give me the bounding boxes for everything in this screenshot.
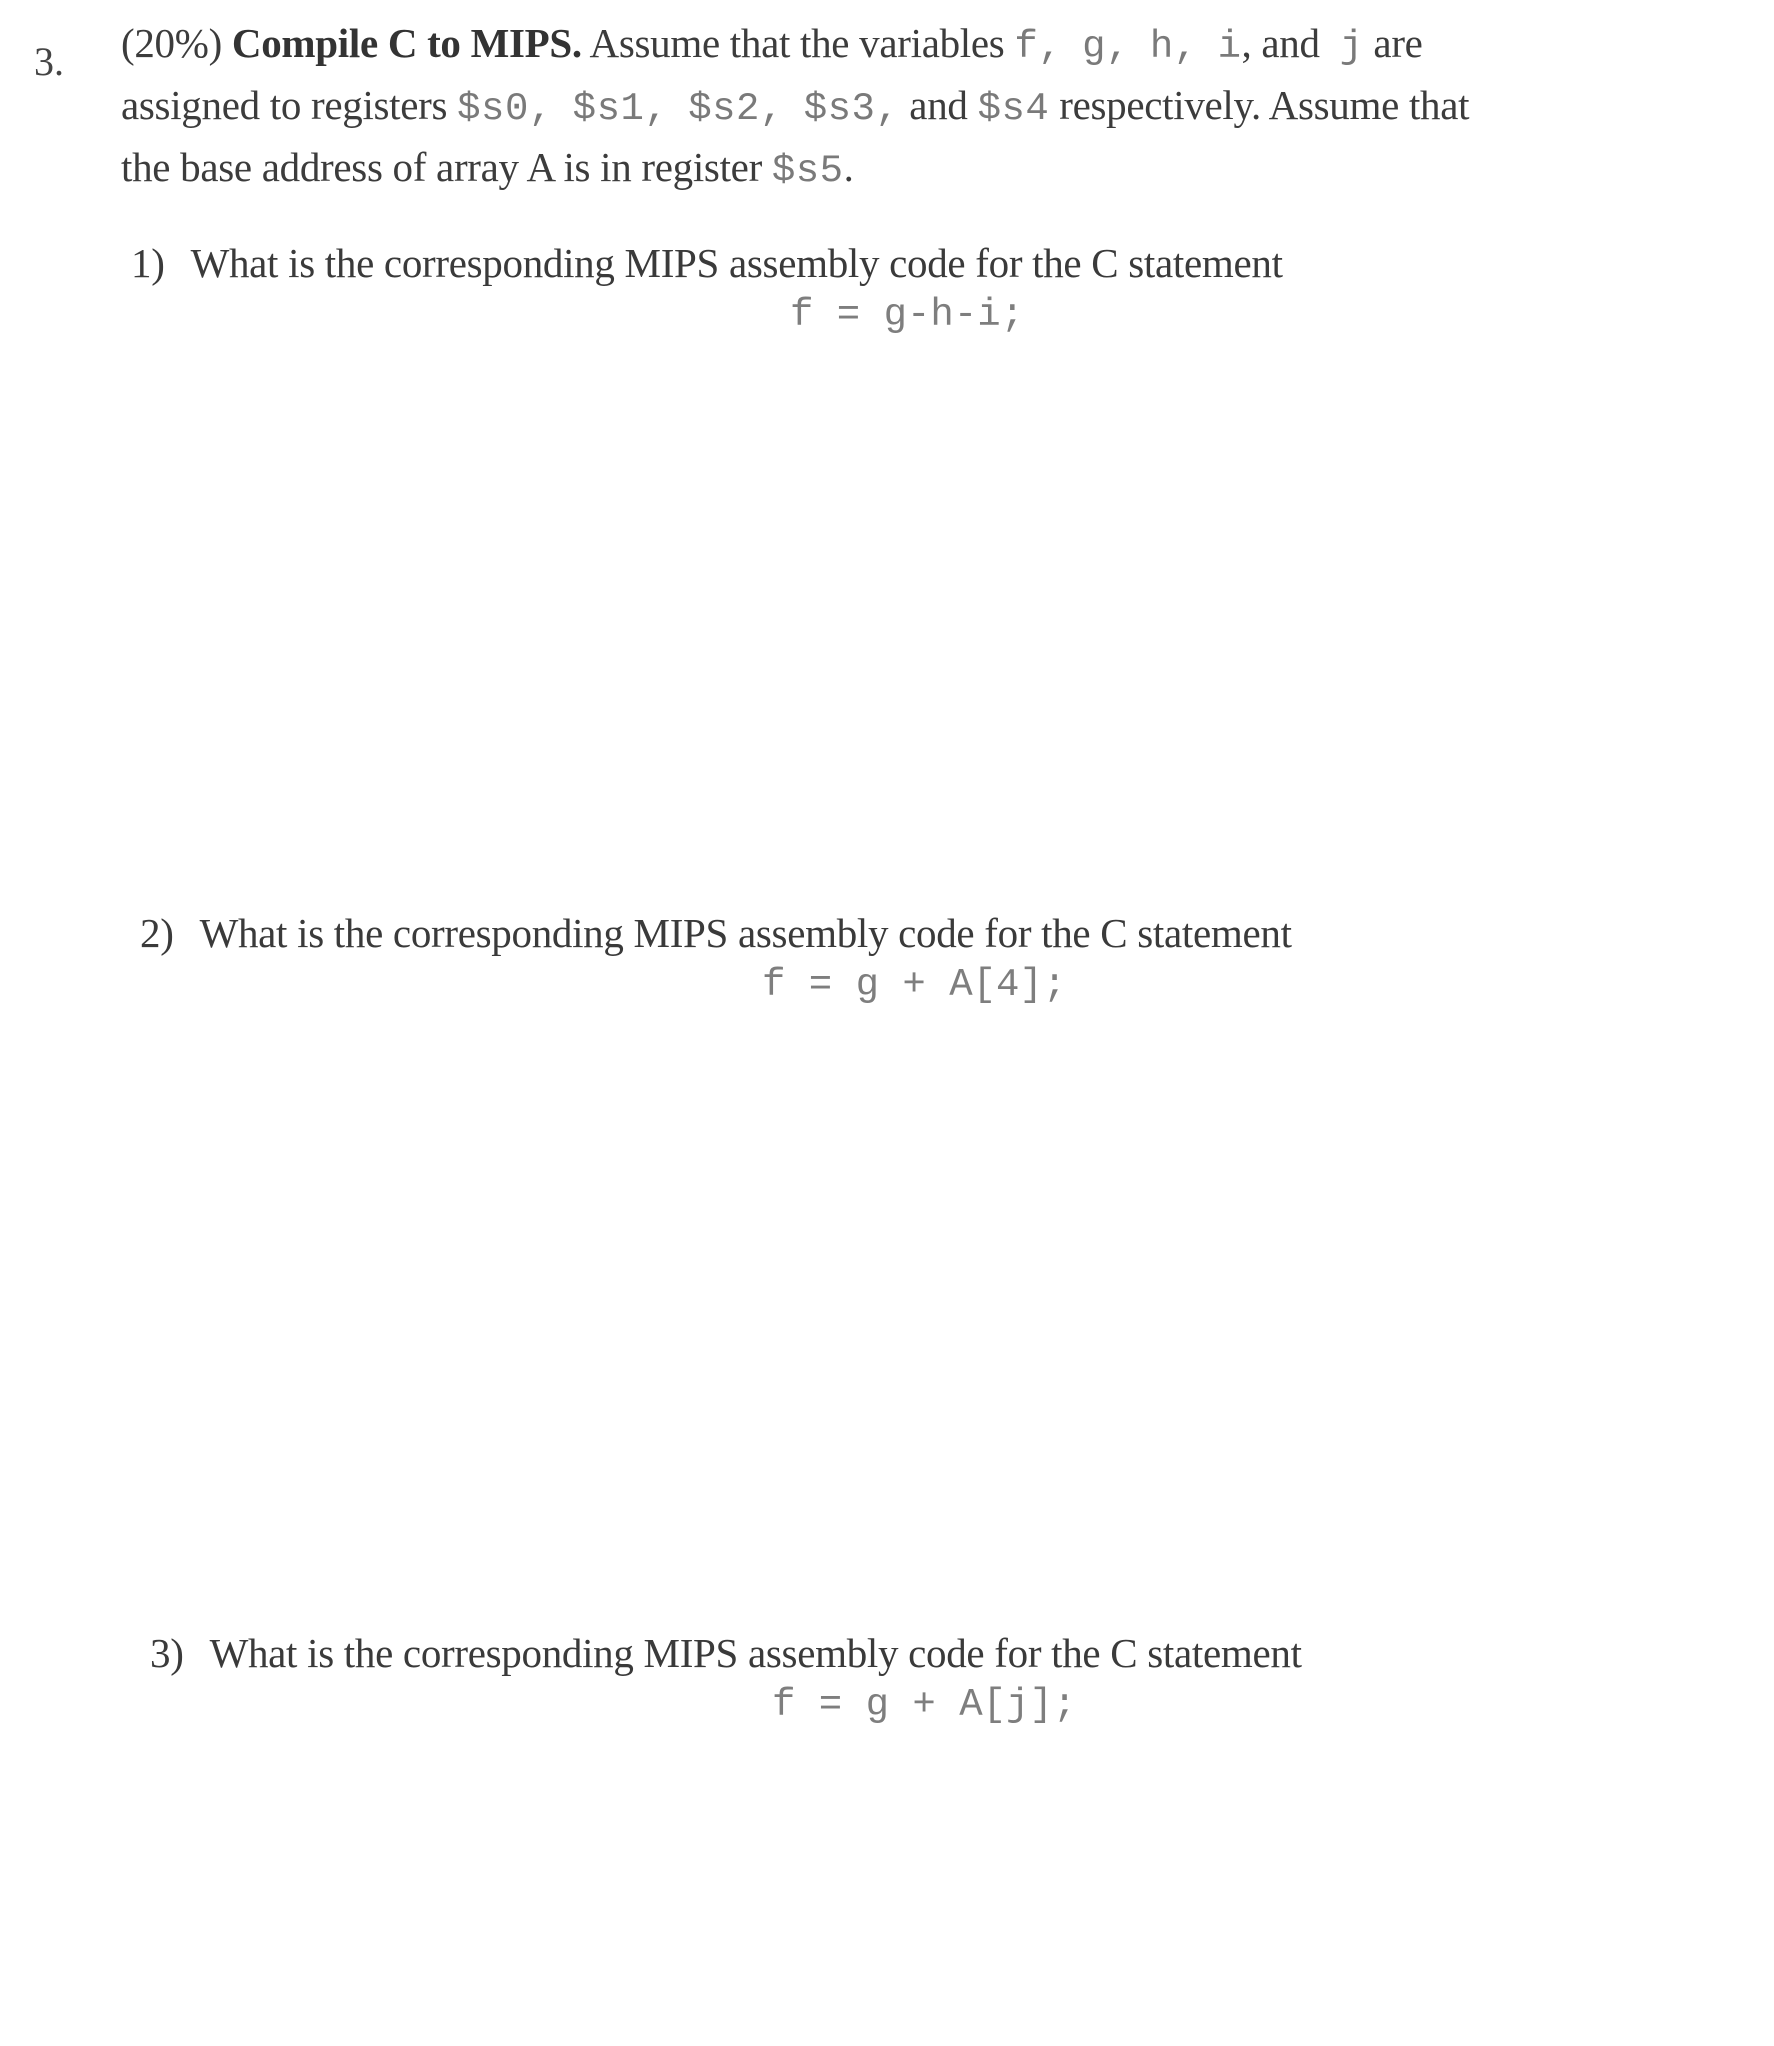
c-statement-1: f = g-h-i;	[790, 293, 1025, 337]
intro-base: the base address of array A is in register	[121, 144, 772, 190]
intro-and-2: and	[899, 82, 978, 128]
question-points: (20%)	[121, 20, 222, 66]
question-title: Compile C to MIPS.	[231, 20, 582, 66]
var-h: h,	[1149, 25, 1198, 69]
reg-s3: $s3,	[803, 87, 900, 131]
subquestion-3	[150, 1626, 1302, 1680]
reg-s0: $s0,	[457, 87, 553, 131]
subquestion-number: 1)	[131, 240, 165, 286]
var-g: g,	[1082, 25, 1130, 69]
reg-s2: $s2,	[688, 87, 784, 131]
c-statement-2: f = g + A[4];	[762, 963, 1067, 1007]
var-f: f,	[1014, 25, 1063, 69]
intro-period: .	[843, 144, 854, 190]
intro-line-2	[121, 76, 1681, 138]
reg-s1: $s1,	[572, 87, 669, 131]
c-statement-3: f = g + A[j];	[772, 1683, 1077, 1727]
question-number: 3.	[34, 39, 64, 84]
reg-s5: $s5	[771, 149, 844, 193]
subquestion-number: 2)	[140, 910, 174, 956]
question-intro	[121, 14, 1681, 200]
subquestion-number: 3)	[150, 1630, 184, 1676]
var-j: j	[1339, 25, 1364, 69]
intro-and-1: , and	[1241, 20, 1330, 66]
reg-s4: $s4	[977, 87, 1050, 131]
subquestion-1	[131, 236, 1283, 290]
intro-line-3	[121, 138, 1681, 200]
intro-assigned: assigned to registers	[121, 82, 458, 128]
subquestion-2	[140, 906, 1292, 960]
subquestion-prompt: What is the corresponding MIPS assembly code for the C statement	[190, 240, 1283, 286]
subquestion-prompt: What is the corresponding MIPS assembly code for the C statement	[209, 1630, 1302, 1676]
subquestion-prompt: What is the corresponding MIPS assembly code for the C statement	[199, 910, 1292, 956]
var-i: i	[1217, 25, 1242, 69]
intro-respectively: respectively. Assume that	[1049, 82, 1470, 128]
intro-are: are	[1363, 20, 1423, 66]
intro-text-a: Assume that the variables	[581, 20, 1015, 66]
intro-line-1	[121, 14, 1681, 76]
